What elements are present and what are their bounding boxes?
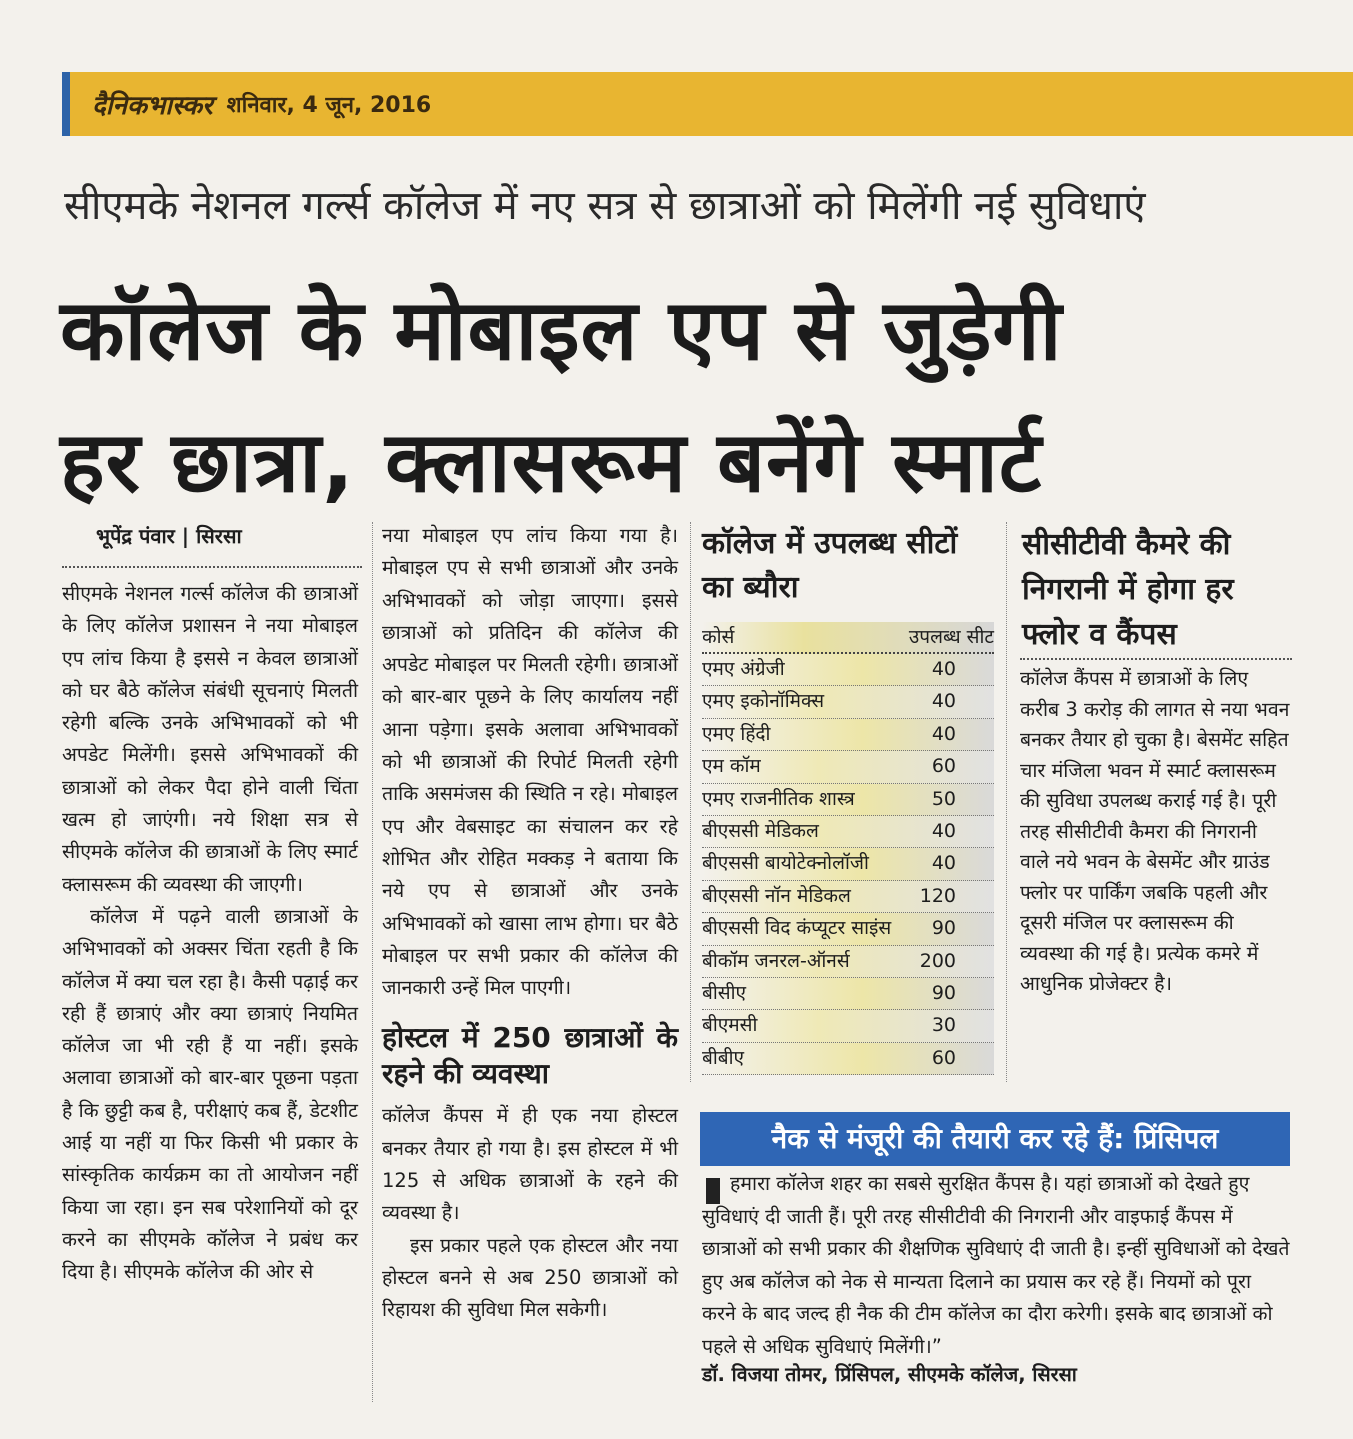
byline-divider <box>62 566 362 568</box>
column-divider <box>690 522 691 1082</box>
cctv-body: कॉलेज कैंपस में छात्राओं के लिए करीब 3 करोड़ की लागत से नया भवन बनकर तैयार हो चुका है। बेसमेंट सहित चार मंजिला भवन में स्मार्ट क्लासरूम की सुविधा उपलब्ध कराई गई है। पूरी तरह सीसीटीवी कैमरा की निगरानी वाले नये भवन के बेसमेंट और ग्राउंड फ्लोर पर पार्किंग जबकि पहली और दूसरी मंजिल पर क्लासरूम की व्यवस्था की गई है। प्रत्येक कमरे में आधुनिक प्रोजेक्टर है। <box>1020 667 1290 995</box>
column-header-seats: उपलब्ध सीट <box>908 626 994 648</box>
seats-table-row <box>702 719 994 751</box>
seats-table-row <box>702 848 994 880</box>
cctv-divider <box>1020 658 1292 660</box>
seat-count: 40 <box>931 722 956 745</box>
course-name: बीएससी मेडिकल <box>702 819 819 842</box>
principal-quote-text: हमारा कॉलेज शहर का सबसे सुरक्षित कैंपस है। यहां छात्राओं को देखते हुए सुविधाएं दी जाती हैं। पूरी तरह सीसीटीवी की निगरानी और वाइफाई कैंपस में छात्राओं को सभी प्रकार की शैक्षणिक सुविधाएं दी जाती है। इन्हीं सुविधाओं को देखते हुए अब कॉलेज को नेक से मान्यता दिलाने का प्रयास कर रहे हैं। नियमों को पूरा करने के बाद जल्द ही नैक की टीम कॉलेज का दौरा करेगी। इसके बाद छात्राओं को पहले से अधिक सुविधाएं मिलेंगी।” <box>702 1172 1290 1358</box>
seat-count: 40 <box>931 852 956 875</box>
seats-table-row <box>702 686 994 718</box>
article-paragraph: सीएमके नेशनल गर्ल्स कॉलेज की छात्राओं के लिए कॉलेज प्रशासन ने नया मोबाइल एप लांच किया है इससे न केवल छात्राओं को घर बैठे कॉलेज संबंधी सूचनाएं मिलती रहेगी बल्कि उनके अभिभावकों को भी अपडेट मिलेंगी। इससे अभिभावकों की छात्राओं को लेकर पैदा होने वाली चिंता खत्म हो जाएंगी। नये शिक्षा सत्र से सीएमके कॉलेज की छात्राओं के लिए स्मार्ट क्लासरूम की व्यवस्था की जाएगी। <box>62 582 358 896</box>
seat-count: 60 <box>931 1046 956 1069</box>
course-name: एमए इकोनॉमिक्स <box>702 690 825 713</box>
seats-table-row <box>702 816 994 848</box>
seats-table-row <box>702 654 994 686</box>
course-name: एमए अंग्रेजी <box>702 658 785 680</box>
main-headline <box>60 264 1290 528</box>
headline-line-2: हर छात्रा, क्लासरूम बनेंगे स्मार्ट <box>60 413 1043 511</box>
seats-table-row <box>702 946 994 978</box>
seats-table-body <box>702 654 994 1075</box>
column-divider <box>372 522 373 1402</box>
masthead-bar <box>62 72 1353 136</box>
seat-count: 90 <box>931 981 956 1004</box>
course-name: बीसीए <box>702 981 747 1004</box>
article-paragraph: इस प्रकार पहले एक होस्टल और नया होस्टल बनने से अब 250 छात्राओं को रिहायश की सुविधा मिल सकेगी। <box>382 1233 678 1322</box>
seat-count: 40 <box>931 819 956 842</box>
principal-signature: डॉ. विजया तोमर, प्रिंसिपल, सीएमके कॉलेज, सिरसा <box>702 1363 1077 1386</box>
article-paragraph: कॉलेज में पढ़ने वाली छात्राओं के अभिभावकों को अक्सर चिंता रहती है कि कॉलेज में क्या चल रहा है। कैसी पढ़ाई कर रही हैं छात्राएं और क्या छात्राएं नियमित कॉलेज जा भी रही हैं या नहीं। इसके अलावा छात्राओं को बार-बार पूछना पड़ता है कि छुट्टी कब है, परीक्षाएं कब हैं, डेटशीट आई या नहीं या फिर किसी भी प्रकार के सांस्कृतिक कार्यक्रम का तो आयोजन नहीं किया जा रहा। इन सब परेशानियों को दूर करने का सीएमके कॉलेज ने प्रबंध कर दिया है। सीएमके कॉलेज की ओर से <box>62 904 358 1284</box>
seats-table-row <box>702 1043 994 1075</box>
hostel-subhead: होस्टल में 250 छात्राओं के रहने की व्यवस्था <box>382 1021 678 1091</box>
article-column-1 <box>62 578 358 1289</box>
seats-table-title: कॉलेज में उपलब्ध सीटों का ब्यौरा <box>702 526 958 605</box>
seat-count: 30 <box>931 1014 956 1037</box>
headline-line-1: कॉलेज के मोबाइल एप से जुड़ेगी <box>60 281 1063 379</box>
seats-table-row <box>702 978 994 1010</box>
seat-count: 50 <box>931 787 956 810</box>
course-name: बीकॉम जनरल-ऑनर्स <box>702 949 850 972</box>
course-name: बीबीए <box>702 1046 745 1069</box>
principal-quote <box>702 1168 1290 1363</box>
kicker-headline: सीएमके नेशनल गर्ल्स कॉलेज में नए सत्र से छात्राओं को मिलेंगी नई सुविधाएं <box>64 183 1146 229</box>
principal-quote-bar: नैक से मंजूरी की तैयारी कर रहे हैं: प्रिंसिपल <box>700 1112 1290 1166</box>
seats-table-row <box>702 881 994 913</box>
course-name: बीएमसी <box>702 1014 758 1037</box>
course-name: एमए हिंदी <box>702 722 771 745</box>
seats-table-header <box>702 622 994 654</box>
article-paragraph: नया मोबाइल एप लांच किया गया है। मोबाइल एप से सभी छात्राओं और उनके अभिभावकों को जोड़ा जाएगा। इससे छात्राओं को प्रतिदिन की कॉलेज की अपडेट मोबाइल पर मिलती रहेगी। छात्राओं को बार-बार पूछने के लिए कार्यालय नहीं आना पड़ेगा। इसके अलावा अभिभावकों को भी छात्राओं की रिपोर्ट मिलती रहेगी ताकि असमंजस की स्थिति न रहे। मोबाइल एप और वेबसाइट का संचालन कर रहे शोभित और रोहित मक्कड़ ने बताया कि नये एप से छात्राओं और उनके अभिभावकों को खासा लाभ होगा। घर बैठे मोबाइल पर सभी प्रकार की कॉलेज की जानकारी उन्हें मिल पाएगी। <box>382 524 678 1000</box>
byline: भूपेंद्र पंवार | सिरसा <box>96 524 242 548</box>
seats-table-row <box>702 1010 994 1042</box>
course-name: बीएससी विद कंप्यूटर साइंस <box>702 917 892 940</box>
article-paragraph: कॉलेज कैंपस में ही एक नया होस्टल बनकर तैयार हो गया है। इस होस्टल में भी 125 से अधिक छात्राओं के रहने की व्यवस्था है। <box>382 1104 678 1225</box>
seats-table-row <box>702 784 994 816</box>
seats-table-row <box>702 751 994 783</box>
seat-count: 40 <box>931 658 956 680</box>
issue-date: शनिवार, 4 जून, 2016 <box>226 93 432 118</box>
course-name: बीएससी बायोटेक्नोलॉजी <box>702 852 869 875</box>
article-column-2 <box>382 520 678 1327</box>
seats-table <box>702 622 994 1075</box>
course-name: एमए राजनीतिक शास्त्र <box>702 787 855 810</box>
newspaper-logo: दैनिकभास्कर <box>92 91 213 121</box>
cctv-title: सीसीटीवी कैमरे की निगरानी में होगा हर फ्लोर व कैंपस <box>1022 527 1234 652</box>
course-name: एम कॉम <box>702 755 761 778</box>
seat-count: 40 <box>931 690 956 713</box>
column-header-course: कोर्स <box>702 626 735 648</box>
seat-count: 60 <box>931 755 956 778</box>
seat-count: 200 <box>919 949 956 972</box>
seat-count: 120 <box>919 884 956 907</box>
seat-count: 90 <box>931 917 956 940</box>
column-divider <box>1006 522 1007 1082</box>
course-name: बीएससी नॉन मेडिकल <box>702 884 851 907</box>
seats-table-row <box>702 913 994 945</box>
